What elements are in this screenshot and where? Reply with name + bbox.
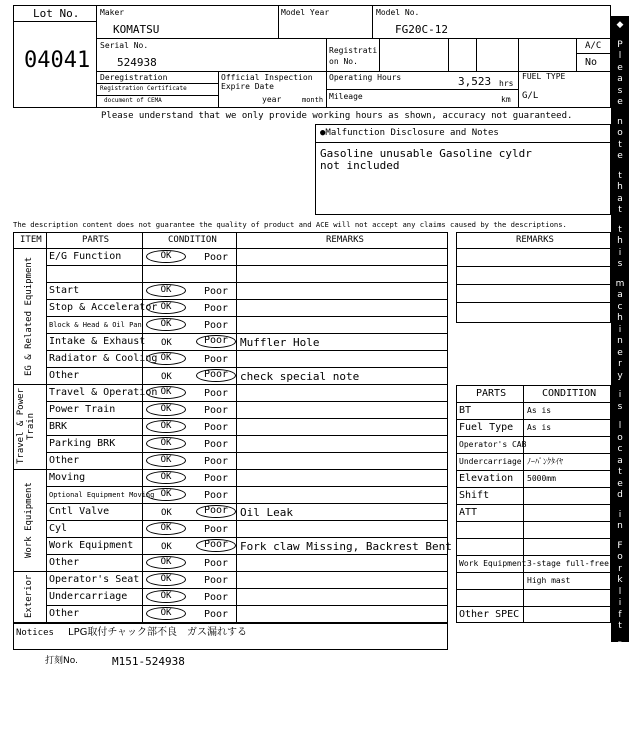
year-label: year (262, 95, 282, 104)
ok-circled: OK (146, 556, 186, 569)
ok-circled: OK (146, 284, 186, 297)
group-label: Travel & Power Train (16, 388, 36, 465)
dereg-label: Deregistration (100, 73, 168, 82)
spec-condition-label: CONDITION (542, 388, 597, 399)
spec-condition-value: ﾉｰﾊﾟﾝｸﾀｲﾔ (527, 457, 563, 466)
stamp-value: M151-524938 (112, 655, 185, 668)
header-item: ITEM (20, 235, 42, 245)
ok-circled: OK (146, 590, 186, 603)
header-parts: PARTS (82, 235, 110, 245)
part-label: Radiator & Cooling (49, 353, 158, 364)
spec-part-label: Undercarriage (459, 457, 522, 466)
model-no-value: FG20C-12 (395, 23, 448, 36)
ok-circled: OK (146, 488, 186, 501)
part-label: E/G Function (49, 251, 122, 262)
poor-option: Poor (204, 354, 229, 365)
group-label: Exterior (24, 574, 34, 619)
maker-label: Maker (100, 8, 125, 17)
poor-option: Poor (204, 609, 229, 620)
malfunction-text: Gasoline unusable Gasoline cyldr not included (320, 147, 532, 172)
spec-part-label: Operator's CAB (459, 440, 527, 449)
ok-option: OK (161, 372, 172, 382)
poor-option: Poor (204, 575, 229, 586)
part-label: BRK (49, 421, 68, 432)
group-label: Work Equipment (24, 482, 34, 558)
spec-condition-value: 5000mm (527, 474, 556, 483)
remark-text: Oil Leak (240, 506, 293, 519)
spec-part-label: ATT (459, 507, 478, 518)
part-label: Parking BRK (49, 438, 116, 449)
poor-option: Poor (204, 286, 229, 297)
disclaimer: The description content does not guarantee the quality of product and ACE will not accept any claims caused by the descriptions. (13, 220, 567, 229)
part-label: Other (49, 370, 80, 381)
ac-label: A/C (585, 41, 602, 51)
mileage-label: Mileage (329, 92, 363, 101)
spec-part-label: Elevation (459, 473, 514, 484)
ok-option: OK (161, 542, 172, 552)
part-label: Operator's Seat (49, 574, 140, 585)
remark-text: Fork claw Missing, Backrest Bent (240, 540, 452, 553)
ok-circled: OK (146, 437, 186, 450)
header-remarks-right: REMARKS (516, 235, 554, 245)
part-label: Cntl Valve (49, 506, 110, 517)
hours-unit: hrs (499, 79, 514, 88)
part-label: Stop & Accelerator (49, 302, 158, 313)
month-label: month (302, 96, 324, 104)
ok-circled: OK (146, 471, 186, 484)
spec-part-label: Fuel Type (459, 422, 514, 433)
poor-option: Poor (204, 388, 229, 399)
hours-notice: Please understand that we only provide working hours as shown, accuracy not guaranteed. (101, 111, 573, 121)
reg-cert-label: Registration Certificate (100, 85, 187, 92)
fuel-value: G/L (522, 91, 539, 101)
spec-condition-value: 3-stage full-free (527, 559, 609, 568)
model-no-label: Model No. (376, 8, 420, 17)
poor-circled: Poor (196, 369, 236, 382)
header-condition: CONDITION (168, 235, 217, 245)
spec-part-label: Shift (459, 490, 490, 501)
poor-option: Poor (204, 252, 229, 263)
part-label: Start (49, 285, 80, 296)
spec-condition-value: High mast (527, 576, 571, 585)
ok-circled: OK (146, 386, 186, 399)
mileage-unit: km (501, 95, 511, 104)
part-label: Block & Head & Oil Pan (49, 321, 142, 329)
cema-label: document of CEMA (104, 97, 162, 104)
part-label: Optional Equipment Moving (49, 491, 155, 499)
ok-circled: OK (146, 301, 186, 314)
malfunction-title: ●Malfunction Disclosure and Notes (320, 128, 499, 138)
ok-circled: OK (146, 250, 186, 263)
ok-circled: OK (146, 454, 186, 467)
part-label: Other (49, 557, 80, 568)
poor-option: Poor (204, 524, 229, 535)
poor-option: Poor (204, 422, 229, 433)
remark-text: Muffler Hole (240, 336, 320, 349)
part-label: Travel & Operation (49, 387, 158, 398)
poor-option: Poor (204, 439, 229, 450)
poor-circled: Poor (196, 335, 236, 348)
inspection-label: Official Inspection Expire Date (221, 73, 313, 91)
ac-value: No (585, 57, 598, 68)
registration-label: Registrati on No. (329, 46, 378, 66)
location-sidebar (611, 16, 629, 739)
serial-value: 524938 (117, 56, 157, 69)
poor-option: Poor (204, 303, 229, 314)
hours-value: 3,523 (458, 75, 492, 88)
ok-option: OK (161, 508, 172, 518)
part-label: Moving (49, 472, 86, 483)
poor-option: Poor (204, 473, 229, 484)
ok-circled: OK (146, 352, 186, 365)
spec-part-label: Work Equipment (459, 559, 527, 568)
ok-option: OK (161, 338, 172, 348)
group-label: EG & Related Equipment (24, 256, 34, 376)
poor-option: Poor (204, 592, 229, 603)
spec-condition-value: As is (527, 406, 552, 415)
fuel-label: FUEL TYPE (522, 72, 566, 81)
poor-option: Poor (204, 456, 229, 467)
poor-option: Poor (204, 320, 229, 331)
ok-circled: OK (146, 318, 186, 331)
spec-condition-value: As is (527, 423, 552, 432)
notices-label: Notices (16, 628, 54, 638)
poor-option: Poor (204, 490, 229, 501)
ok-circled: OK (146, 522, 186, 535)
ok-circled: OK (146, 607, 186, 620)
poor-option: Poor (204, 558, 229, 569)
ok-circled: OK (146, 420, 186, 433)
spec-part-label: Other SPEC (459, 609, 520, 620)
stamp-label: 打刻No. (45, 656, 78, 666)
spec-part-label: BT (459, 405, 472, 416)
part-label: Work Equipment (49, 540, 134, 551)
maker-value: KOMATSU (113, 23, 160, 36)
part-label: Other (49, 608, 80, 619)
part-label: Other (49, 455, 80, 466)
hours-label: Operating Hours (329, 73, 402, 82)
lot-number: 04041 (24, 48, 91, 73)
remark-text: check special note (240, 370, 360, 383)
part-label: Cyl (49, 523, 68, 534)
model-year-label: Model Year (281, 8, 330, 17)
lot-label: Lot No. (33, 7, 80, 20)
ok-circled: OK (146, 403, 186, 416)
poor-option: Poor (204, 405, 229, 416)
sidebar-text: ◆ P l e a s e n o t e t h a t t h i s m a c h i n e r y i s l o c a t e d i n F o r k l i f t P a r k i n g ◆ (615, 20, 625, 739)
header-remarks: REMARKS (326, 235, 364, 245)
notices-text: LPG取付チャック部不良 ガス漏れする (68, 627, 248, 638)
part-label: Power Train (49, 404, 116, 415)
part-label: Undercarriage (49, 591, 128, 602)
part-label: Intake & Exhaust (49, 336, 146, 347)
spec-parts-label: PARTS (476, 388, 507, 399)
ok-circled: OK (146, 573, 186, 586)
poor-circled: Poor (196, 505, 236, 518)
poor-circled: Poor (196, 539, 236, 552)
serial-label: Serial No. (100, 41, 149, 50)
